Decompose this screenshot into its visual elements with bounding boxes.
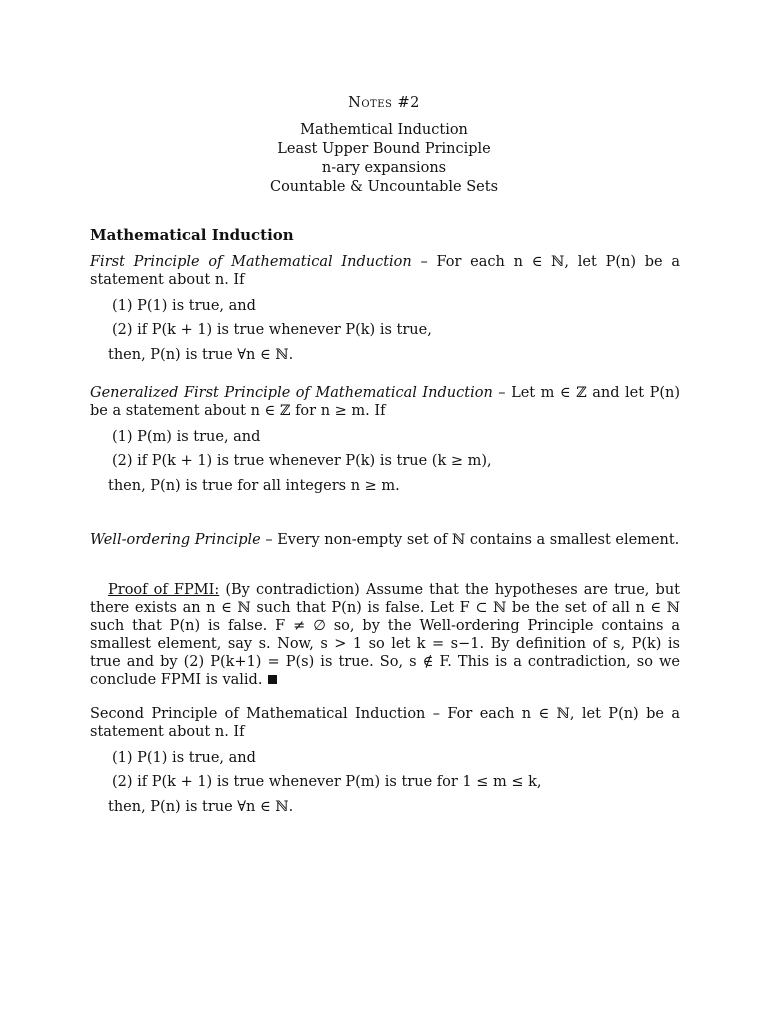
spmi-list — [112, 746, 680, 794]
fpmi-list — [112, 294, 680, 342]
section-title: Mathematical Induction — [90, 226, 294, 244]
spmi-item-2: (2) if P(k + 1) is true whenever P(m) is true for 1 ≤ m ≤ k, — [112, 774, 542, 790]
gfpmi-item-1: (1) P(m) is true, and — [112, 429, 261, 445]
spmi-item-1: (1) P(1) is true, and — [112, 750, 256, 766]
spmi-conclusion: then, P(n) is true ∀n ∈ ℕ. — [108, 799, 294, 815]
wop-text: – Every non-empty set of ℕ contains a smallest element. — [260, 532, 680, 548]
proof-paragraph — [90, 581, 680, 689]
gfpmi-intro: – Let m ∈ ℤ and let P(n) be a statement about n ∈ ℤ for n ≥ m. If — [90, 385, 680, 419]
fpmi-conclusion: then, P(n) is true ∀n ∈ ℕ. — [108, 347, 294, 363]
proof-label: Proof of FPMI: — [108, 582, 220, 598]
proof-text: (By contradiction) Assume that the hypotheses are true, but there exists an n ∈ ℕ such that P(n) is false. Let F ⊂ ℕ be the set of all n ∈ ℕ such that P(n) is false. F ≠ ∅ so, by the Well-ordering Principle contains a smallest element, say s. Now, s > 1 so let k = s−1. By definition of s, P(k) is true and by (2) P(k+1) = P(s) is true. So, s ∉ F. This is a contradiction, so we conclude FPMI is valid. — [90, 582, 680, 688]
notes-header — [0, 94, 768, 197]
spmi-statement: Second Principle of Mathematical Induction – For each n ∈ ℕ, let P(n) be a statement about n. If — [90, 706, 680, 740]
wop-statement — [90, 531, 680, 549]
gfpmi-item-2: (2) if P(k + 1) is true whenever P(k) is true (k ≥ m), — [112, 453, 492, 469]
proof-block — [90, 581, 680, 689]
gfpmi-list — [112, 425, 680, 473]
fpmi-item-2: (2) if P(k + 1) is true whenever P(k) is true, — [112, 322, 432, 338]
topic-2: Least Upper Bound Principle — [277, 141, 491, 157]
topic-4: Countable & Uncountable Sets — [269, 179, 499, 195]
gfpmi-conclusion: then, P(n) is true for all integers n ≥ m. — [108, 478, 400, 494]
gfpmi-statement — [90, 384, 680, 420]
qed-square-icon — [268, 675, 277, 684]
section-heading-block — [90, 226, 680, 244]
fpmi-name: First Principle of Mathematical Induction — [90, 254, 412, 270]
fpmi-block — [90, 253, 680, 364]
fpmi-statement — [90, 253, 680, 289]
gfpmi-block — [90, 384, 680, 495]
gfpmi-name: Generalized First Principle of Mathematical Induction — [90, 385, 493, 401]
topic-1: Mathemtical Induction — [300, 122, 468, 138]
notes-title: Notes #2 — [348, 95, 420, 111]
topic-3: n-ary expansions — [321, 160, 447, 176]
wop-name: Well-ordering Principle — [90, 532, 261, 548]
fpmi-item-1: (1) P(1) is true, and — [112, 298, 256, 314]
spmi-block — [90, 705, 680, 816]
wop-block — [90, 531, 680, 549]
fpmi-intro: – For each n ∈ ℕ, let P(n) be a statement about n. If — [90, 254, 680, 288]
